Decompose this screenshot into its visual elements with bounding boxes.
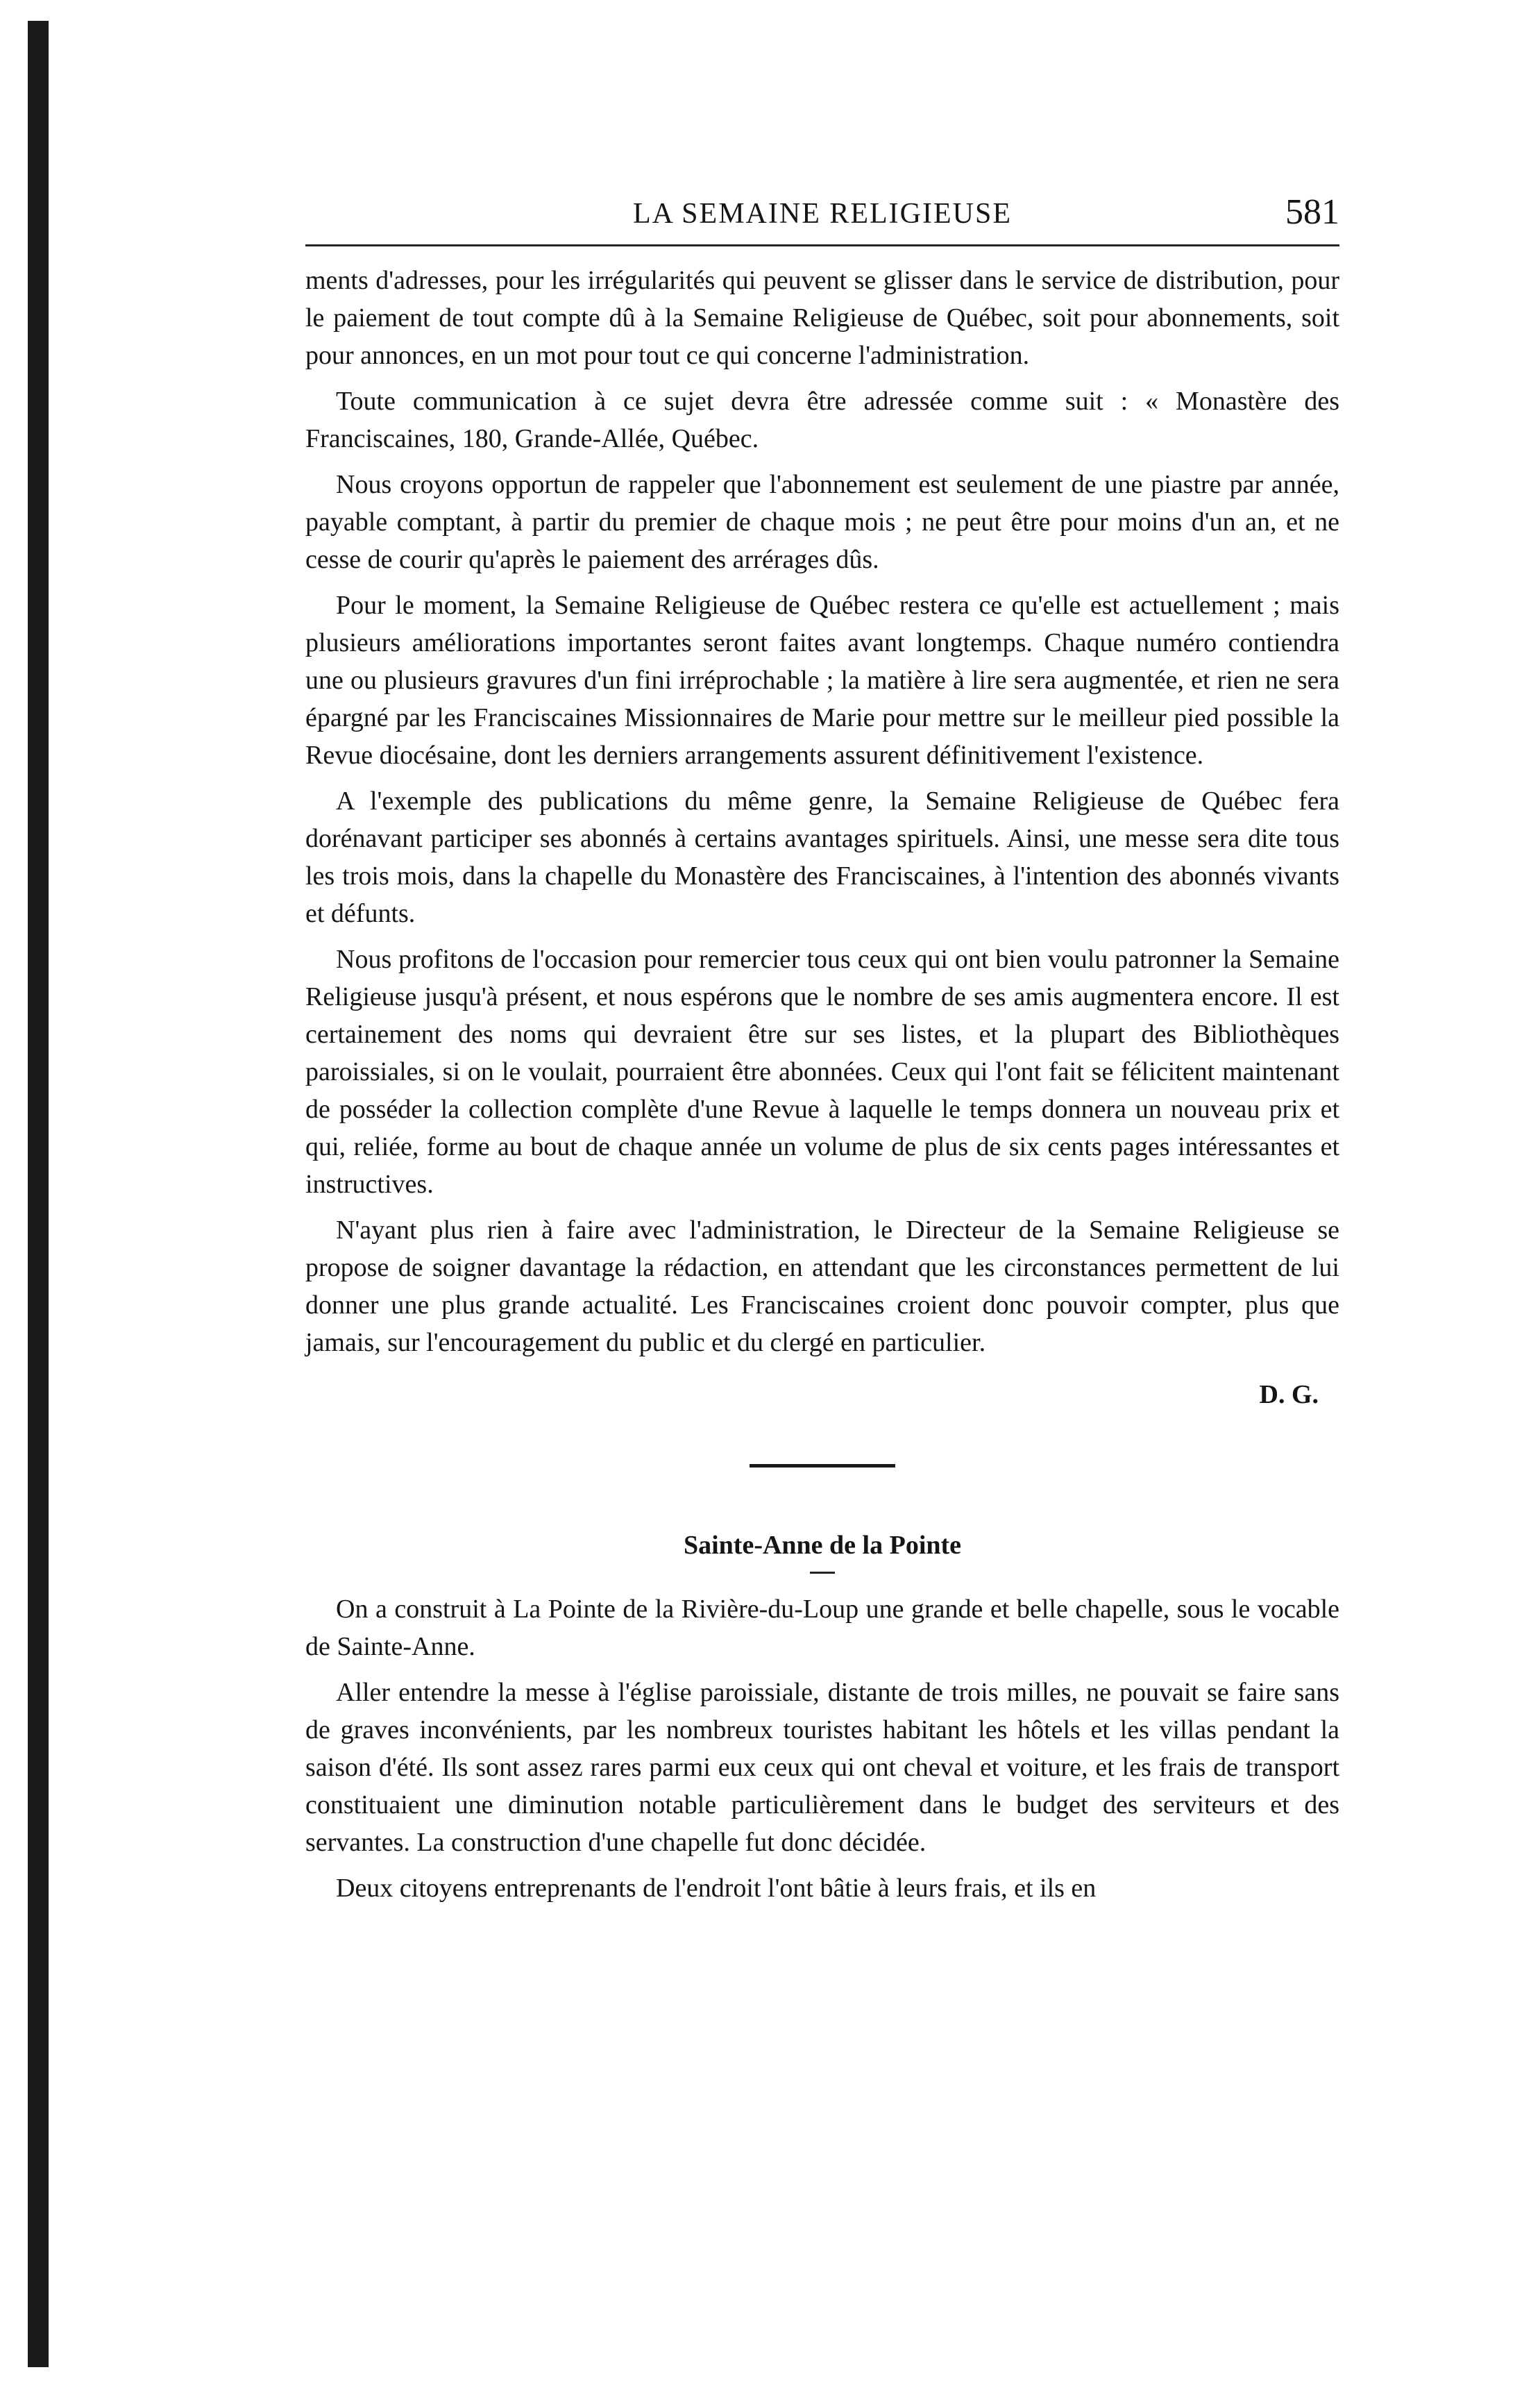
article-body xyxy=(305,262,1339,1361)
section-title-dash xyxy=(810,1572,835,1574)
article-paragraph: Toute communication à ce sujet devra être adressée comme suit : « Monastère des Franciscaines, 180, Grande-Allée, Québec. xyxy=(305,387,1339,453)
article-paragraph: Nous croyons opportun de rappeler que l'abonnement est seulement de une piastre par année, payable comptant, à partir du premier de chaque mois ; ne peut être pour moins d'un an, et ne cesse de courir qu'après le paiement des arrérages dûs. xyxy=(305,470,1339,574)
section-paragraph: Aller entendre la messe à l'église paroissiale, distante de trois milles, ne pouvait se faire sans de graves inconvénients, par les nombreux touristes habitant les hôtels et les villas pendant la saison d'été. Ils sont assez rares parmi eux ceux qui ont cheval et voiture, et les frais de transport constituaient une diminution notable particulièrement dans le budget des serviteurs et des servantes. La construction d'une chapelle fut donc décidée. xyxy=(305,1678,1339,1857)
running-title: LA SEMAINE RELIGIEUSE xyxy=(633,198,1012,230)
section-body xyxy=(305,1590,1339,1907)
article-paragraph: Nous profitons de l'occasion pour remercier tous ceux qui ont bien voulu patronner la Semaine Religieuse jusqu'à présent, et nous espérons que le nombre de ses amis augmentera encore. Il est certainement des noms qui devraient être sur ses listes, et la plupart des Bibliothèques paroissiales, si on le voulait, pourraient être abonnées. Ceux qui l'ont fait se félicitent maintenant de posséder la collection complète d'une Revue à laquelle le temps donnera un nouveau prix et qui, reliée, forme au bout de chaque année un volume de plus de six cents pages intéressantes et instructives. xyxy=(305,945,1339,1199)
section-paragraph: Deux citoyens entreprenants de l'endroit l'ont bâtie à leurs frais, et ils en xyxy=(336,1874,1097,1903)
running-head xyxy=(305,194,1339,236)
article-signature: D. G. xyxy=(1259,1380,1319,1409)
header-rule xyxy=(305,244,1339,246)
page xyxy=(305,194,1339,1907)
section-divider xyxy=(750,1464,895,1468)
article-paragraph: A l'exemple des publications du même genre, la Semaine Religieuse de Québec fera dorénavant participer ses abonnés à certains avantages spirituels. Ainsi, une messe sera dite tous les trois mois, dans la chapelle du Monastère des Franciscaines, à l'intention des abonnés vivants et défunts. xyxy=(305,787,1339,928)
article-paragraph: N'ayant plus rien à faire avec l'administration, le Directeur de la Semaine Religieuse se propose de soigner davantage la rédaction, en attendant que les circonstances permettent de lui donner une plus grande actualité. Les Franciscaines croient donc pouvoir compter, plus que jamais, sur l'encouragement du public et du clergé en particulier. xyxy=(305,1216,1339,1357)
article-paragraph: ments d'adresses, pour les irrégularités qui peuvent se glisser dans le service de distribution, pour le paiement de tout compte dû à la Semaine Religieuse de Québec, soit pour abonnements, soit pour annonces, en un mot pour tout ce qui concerne l'administration. xyxy=(305,266,1339,370)
article-paragraph: Pour le moment, la Semaine Religieuse de Québec restera ce qu'elle est actuellement ; mais plusieurs améliorations importantes seront faites avant longtemps. Chaque numéro contiendra une ou plusieurs gravures d'un fini irréprochable ; la matière à lire sera augmentée, et rien ne sera épargné par les Franciscaines Missionnaires de Marie pour mettre sur le meilleur pied possible la Revue diocésaine, dont les derniers arrangements assurent définitivement l'existence. xyxy=(305,591,1339,770)
binding-edge xyxy=(28,21,49,2367)
page-number: 581 xyxy=(1285,192,1339,232)
section-paragraph: On a construit à La Pointe de la Rivière-du-Loup une grande et belle chapelle, sous le vocable de Sainte-Anne. xyxy=(305,1595,1339,1661)
section-title: Sainte-Anne de la Pointe xyxy=(683,1531,962,1560)
